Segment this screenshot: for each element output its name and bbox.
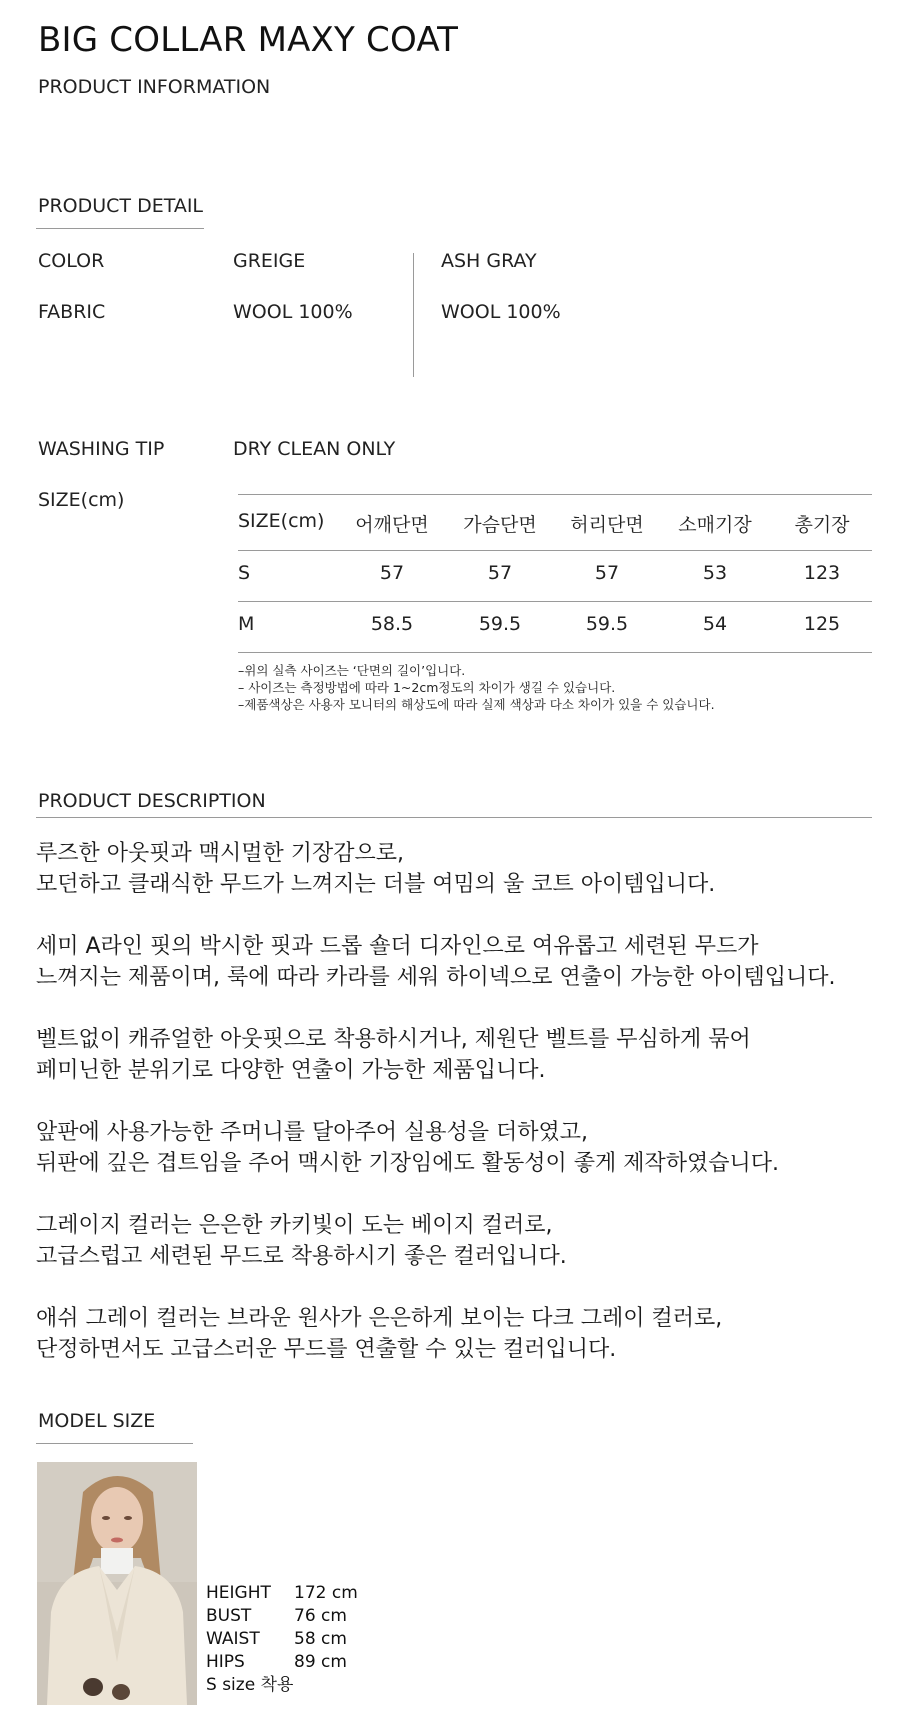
description-line: 벨트없이 캐쥬얼한 아웃핏으로 착용하시거나, 제원단 벨트를 무심하게 묶어 xyxy=(36,1027,751,1052)
size-table-header: SIZE(cm) xyxy=(238,510,325,532)
washing-tip-value: DRY CLEAN ONLY xyxy=(233,438,396,460)
color-greige: GREIGE xyxy=(233,250,306,272)
description-line: 모던하고 클래식한 무드가 느껴지는 더블 여밈의 울 코트 아이템입니다. xyxy=(36,872,716,897)
product-subtitle: PRODUCT INFORMATION xyxy=(38,76,271,98)
model-stat-value: 172 cm xyxy=(294,1583,358,1603)
size-table-cell: 57 xyxy=(594,562,620,584)
description-line: 뒤판에 깊은 겹트임을 주어 맥시한 기장임에도 활동성이 좋게 제작하였습니다. xyxy=(36,1151,780,1176)
size-table-cell: 53 xyxy=(702,562,728,584)
size-table-cell: 59.5 xyxy=(585,613,629,635)
description-line: 세미 A라인 핏의 박시한 핏과 드롭 숄더 디자인으로 여유롭고 세련된 무드가 xyxy=(36,934,759,959)
model-stat-value: 58 cm xyxy=(294,1629,347,1649)
description-line: 느껴지는 제품이며, 룩에 따라 카라를 세워 하이넥으로 연출이 가능한 아이템입니다. xyxy=(36,965,836,990)
model-stat-value: 89 cm xyxy=(294,1652,347,1672)
model-photo xyxy=(37,1462,197,1705)
product-detail-heading: PRODUCT DETAIL xyxy=(38,195,204,217)
size-table-rule xyxy=(238,652,872,653)
color-ash-gray: ASH GRAY xyxy=(441,250,537,272)
size-table-cell: S xyxy=(238,562,251,584)
size-table-cell: 59.5 xyxy=(478,613,522,635)
size-table-header: 어깨단면 xyxy=(355,514,429,536)
size-table-cell: M xyxy=(238,613,255,635)
size-table-rule xyxy=(238,550,872,551)
description-paragraph xyxy=(36,1303,886,1365)
size-table-cell: 57 xyxy=(379,562,405,584)
description-line: 단정하면서도 고급스러운 무드를 연출할 수 있는 컬러입니다. xyxy=(36,1337,617,1362)
color-label: COLOR xyxy=(38,250,105,272)
model-stat-key: WAIST xyxy=(206,1629,260,1649)
product-title: BIG COLLAR MAXY COAT xyxy=(38,20,459,60)
size-table-header: 소매기장 xyxy=(678,514,752,536)
description-line: 루즈한 아웃핏과 맥시멀한 기장감으로, xyxy=(36,841,405,866)
size-table-header: 가슴단면 xyxy=(463,514,537,536)
size-table-cell: 58.5 xyxy=(370,613,414,635)
model-wearing-size: S size 착용 xyxy=(206,1675,294,1695)
size-table-header: 총기장 xyxy=(794,514,850,536)
product-description-heading: PRODUCT DESCRIPTION xyxy=(38,790,266,812)
model-stat-row xyxy=(206,1628,358,1651)
product-description-body xyxy=(36,838,886,1396)
size-note: –제품색상은 사용자 모니터의 해상도에 따라 실제 색상과 다소 차이가 있을 수 있습니다. xyxy=(238,697,715,712)
model-stat-row xyxy=(206,1605,358,1628)
size-note: –위의 실측 사이즈는 ‘단면의 길이’입니다. xyxy=(238,663,466,678)
description-line: 그레이지 컬러는 은은한 카키빛이 도는 베이지 컬러로, xyxy=(36,1213,553,1238)
model-size-underline xyxy=(36,1443,193,1444)
model-stat-row xyxy=(206,1651,358,1674)
model-photo-illustration xyxy=(37,1462,197,1705)
product-detail-underline xyxy=(36,228,204,229)
description-paragraph xyxy=(36,1210,886,1272)
model-size-heading: MODEL SIZE xyxy=(38,1410,156,1432)
washing-tip-label: WASHING TIP xyxy=(38,438,165,460)
model-stat-key: HEIGHT xyxy=(206,1583,271,1603)
size-notes xyxy=(238,662,715,713)
size-table-cell: 123 xyxy=(803,562,841,584)
size-note: – 사이즈는 측정방법에 따라 1~2cm정도의 차이가 생길 수 있습니다. xyxy=(238,680,616,695)
description-paragraph xyxy=(36,838,886,900)
description-paragraph xyxy=(36,931,886,993)
size-table-cell: 54 xyxy=(702,613,728,635)
size-table-cell: 125 xyxy=(803,613,841,635)
size-table-cell: 57 xyxy=(487,562,513,584)
size-table-rule xyxy=(238,494,872,495)
fabric-ash-gray: WOOL 100% xyxy=(441,301,561,323)
color-column-divider xyxy=(413,253,414,377)
product-description-underline xyxy=(36,817,872,818)
description-paragraph xyxy=(36,1117,886,1179)
description-paragraph xyxy=(36,1024,886,1086)
model-stat-row xyxy=(206,1582,358,1605)
description-line: 애쉬 그레이 컬러는 브라운 원사가 은은하게 보이는 다크 그레이 컬러로, xyxy=(36,1306,723,1331)
fabric-label: FABRIC xyxy=(38,301,106,323)
description-line: 앞판에 사용가능한 주머니를 달아주어 실용성을 더하였고, xyxy=(36,1120,589,1145)
model-stat-key: BUST xyxy=(206,1606,252,1626)
fabric-greige: WOOL 100% xyxy=(233,301,353,323)
size-table-header: 허리단면 xyxy=(570,514,644,536)
size-label: SIZE(cm) xyxy=(38,489,125,511)
size-table-rule xyxy=(238,601,872,602)
model-stats xyxy=(206,1582,358,1697)
model-stat-key: HIPS xyxy=(206,1652,245,1672)
model-stat-value: 76 cm xyxy=(294,1606,347,1626)
description-line: 페미닌한 분위기로 다양한 연출이 가능한 제품입니다. xyxy=(36,1058,546,1083)
description-line: 고급스럽고 세련된 무드로 착용하시기 좋은 컬러입니다. xyxy=(36,1244,567,1269)
